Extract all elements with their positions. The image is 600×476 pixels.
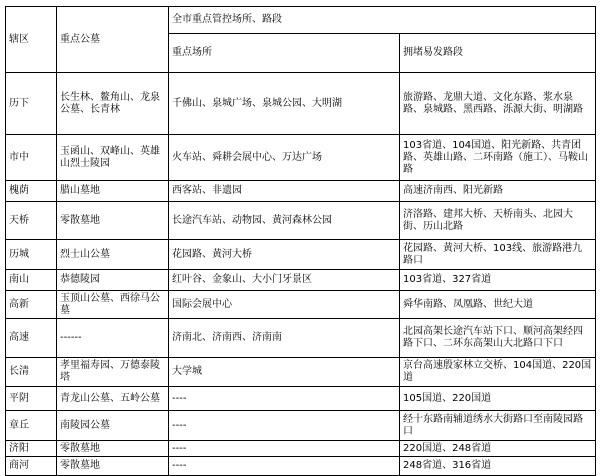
- places-cell: 长途汽车站、动物园、黄河森林公园: [169, 202, 400, 240]
- district-cell: 高速: [6, 319, 57, 358]
- cemetery-cell: 烈士山公墓: [57, 240, 169, 270]
- roads-cell: 济洛路、建邦大桥、天桥南头、北园大街、历山北路: [400, 202, 596, 240]
- places-cell: 千佛山、泉城广场、泉城公园、大明湖: [169, 73, 400, 135]
- district-cell: 南山: [6, 270, 57, 291]
- places-cell: ----: [169, 387, 400, 411]
- cemetery-cell: 腊山墓地: [57, 181, 169, 202]
- district-cell: 济阳: [6, 441, 57, 457]
- cemetery-cell: 零散墓地: [57, 202, 169, 240]
- table-row: [6, 358, 596, 387]
- cemetery-cell: 零散墓地: [57, 441, 169, 457]
- places-cell: 红叶谷、金象山、大小门牙景区: [169, 270, 400, 291]
- header-group: 全市重点管控场所、路段: [169, 7, 596, 34]
- district-cell: 市中: [6, 135, 57, 181]
- roads-cell: 105国道、220国道: [400, 387, 596, 411]
- table-row: [6, 240, 596, 270]
- cemetery-cell: 零散墓地: [57, 457, 169, 476]
- cemetery-cell: ------: [57, 319, 169, 358]
- places-cell: 火车站、舜耕会展中心、万达广场: [169, 135, 400, 181]
- district-cell: 高新: [6, 291, 57, 319]
- roads-cell: 经十东路南辅道绣水大街路口至南陵园路口: [400, 411, 596, 441]
- table-row: [6, 457, 596, 476]
- table-row: [6, 411, 596, 441]
- roads-cell: 舜华南路、凤凰路、世纪大道: [400, 291, 596, 319]
- table-row: [6, 181, 596, 202]
- roads-cell: 103省道、327省道: [400, 270, 596, 291]
- traffic-control-table: [5, 6, 596, 476]
- cemetery-cell: 玉顶山公墓、西徐马公墓: [57, 291, 169, 319]
- header-roads: 拥堵易发路段: [400, 34, 596, 73]
- roads-cell: 248省道、316省道: [400, 457, 596, 476]
- roads-cell: 旅游路、龙鼎大道、文化东路、浆水泉路、泉城路、黑西路、泺源大街、明湖路: [400, 73, 596, 135]
- district-cell: 长清: [6, 358, 57, 387]
- places-cell: 大学城: [169, 358, 400, 387]
- district-cell: 槐荫: [6, 181, 57, 202]
- district-cell: 天桥: [6, 202, 57, 240]
- cemetery-cell: 玉函山、双峰山、英雄山烈士陵园: [57, 135, 169, 181]
- table-row: [6, 441, 596, 457]
- table-row: [6, 202, 596, 240]
- header-row-1: [6, 7, 596, 34]
- header-places: 重点场所: [169, 34, 400, 73]
- cemetery-cell: 青龙山公墓、五岭公墓: [57, 387, 169, 411]
- table-row: [6, 270, 596, 291]
- district-cell: 历城: [6, 240, 57, 270]
- table-row: [6, 319, 596, 358]
- table-row: [6, 135, 596, 181]
- cemetery-cell: 恭德陵园: [57, 270, 169, 291]
- places-cell: 西客站、非遗园: [169, 181, 400, 202]
- header-cemetery: 重点公墓: [57, 7, 169, 73]
- places-cell: ----: [169, 411, 400, 441]
- cemetery-cell: 孝里福寿园、万德泰陵塔: [57, 358, 169, 387]
- places-cell: 国际会展中心: [169, 291, 400, 319]
- district-cell: 章丘: [6, 411, 57, 441]
- roads-cell: 220国道、248省道: [400, 441, 596, 457]
- table-row: [6, 387, 596, 411]
- table-row: [6, 291, 596, 319]
- table-row: [6, 73, 596, 135]
- places-cell: 花园路、黄河大桥: [169, 240, 400, 270]
- roads-cell: 北园高架长途汽车站下口、顺河高架经四路下口、二环东高架山大北路口下口: [400, 319, 596, 358]
- roads-cell: 103省道、104国道、阳光新路、共青团路、英雄山路、二环南路（施工）、马鞍山路: [400, 135, 596, 181]
- places-cell: 济南北、济南西、济南南: [169, 319, 400, 358]
- places-cell: ----: [169, 441, 400, 457]
- roads-cell: 花园路、黄河大桥、103线、旅游路港九路口: [400, 240, 596, 270]
- district-cell: 历下: [6, 73, 57, 135]
- district-cell: 平阴: [6, 387, 57, 411]
- header-district: 辖区: [6, 7, 57, 73]
- district-cell: 商河: [6, 457, 57, 476]
- roads-cell: 高速济南西、阳光新路: [400, 181, 596, 202]
- places-cell: ----: [169, 457, 400, 476]
- cemetery-cell: 长生林、鳌角山、龙泉公墓、长青林: [57, 73, 169, 135]
- cemetery-cell: 南陵园公墓: [57, 411, 169, 441]
- roads-cell: 京台高速殷家林立交桥、104国道、220国道: [400, 358, 596, 387]
